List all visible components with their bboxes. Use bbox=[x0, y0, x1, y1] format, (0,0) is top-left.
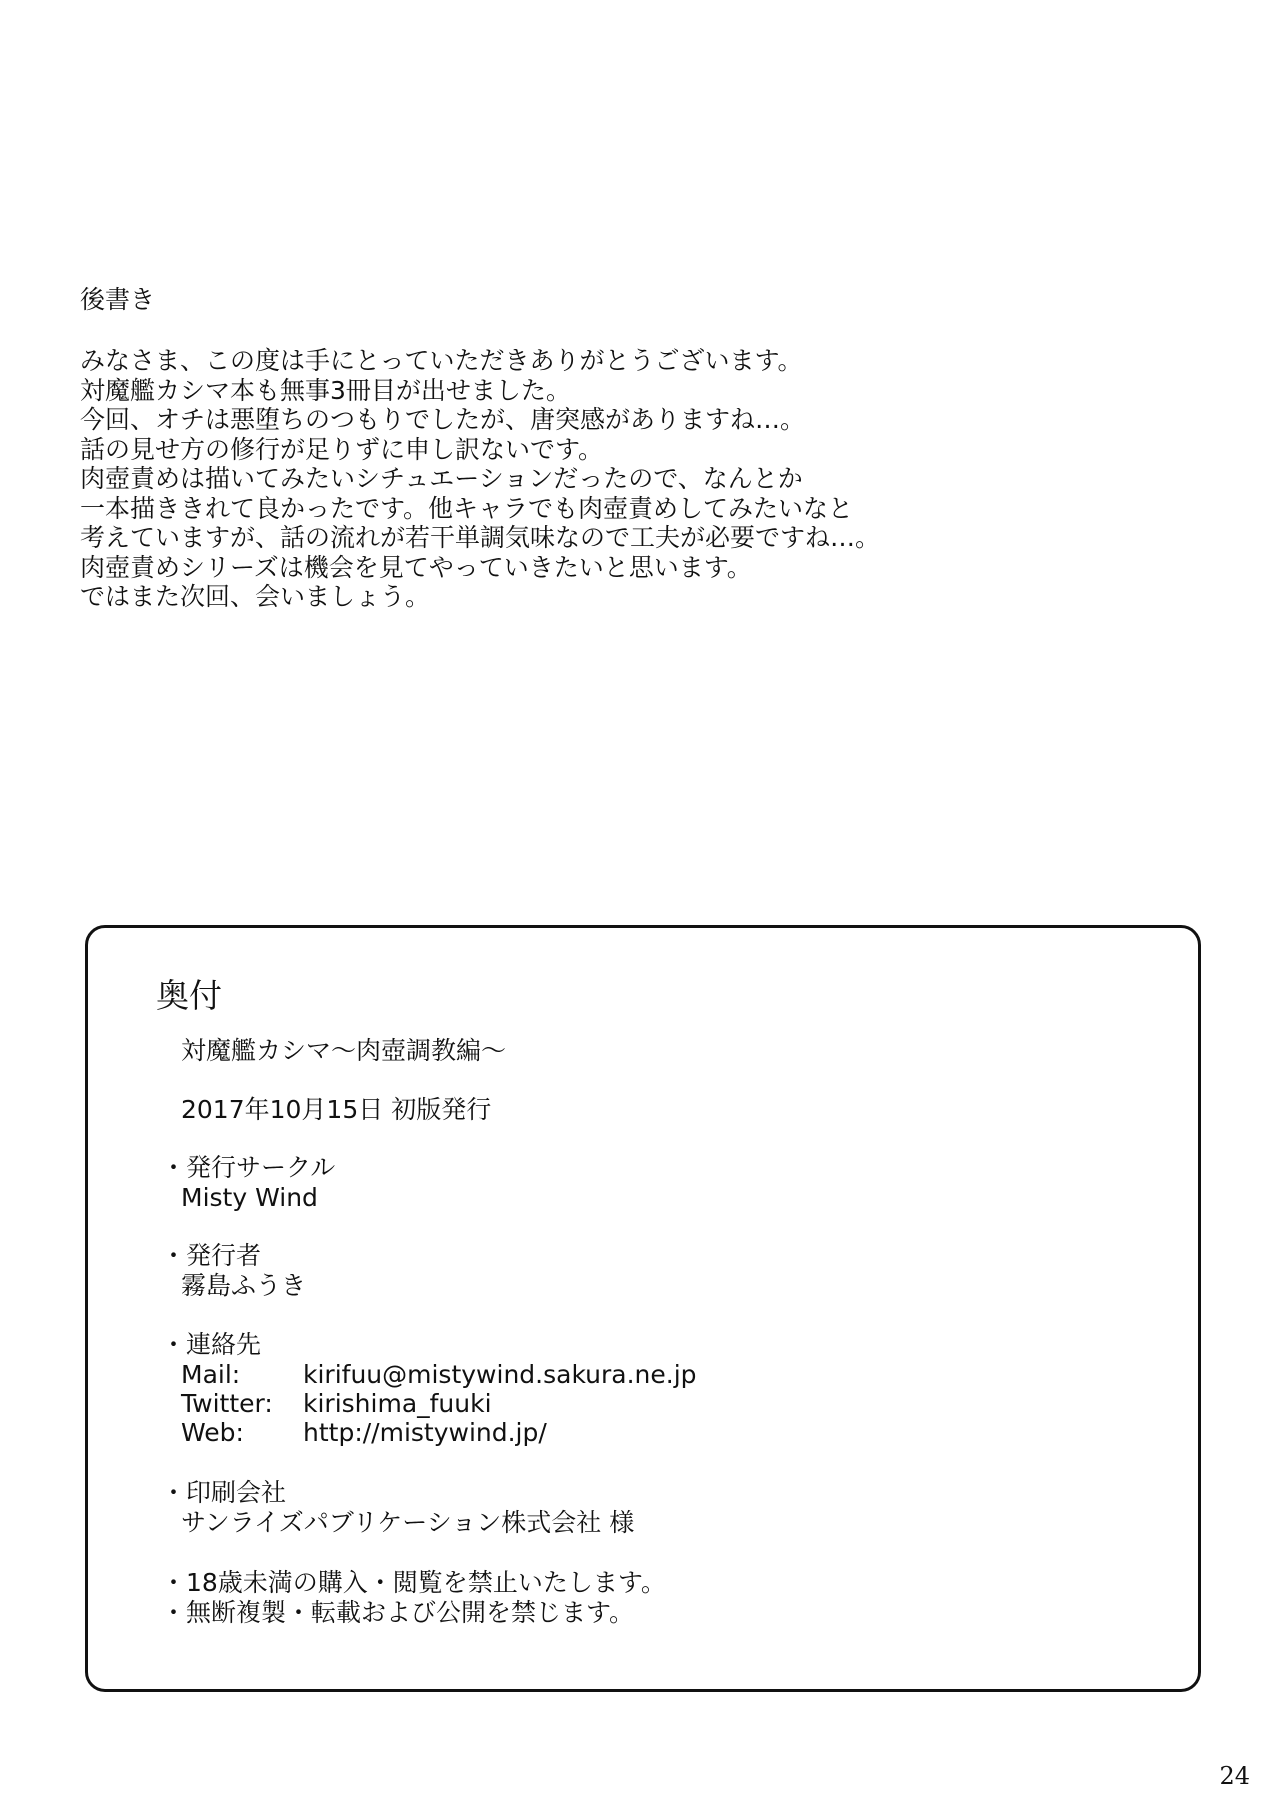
afterword-line: 肉壺責めは描いてみたいシチュエーションだったので、なんとか bbox=[80, 464, 803, 493]
afterword-line: 話の見せ方の修行が足りずに申し訳ないです。 bbox=[80, 434, 604, 464]
afterword-line: みなさま、この度は手にとっていただきありがとうございます。 bbox=[80, 346, 803, 375]
contact-row-twitter bbox=[181, 1389, 492, 1419]
notice-age-restriction: ・18歳未満の購入・閲覧を禁止いたします。 bbox=[161, 1568, 666, 1597]
circle-label: ・発行サークル bbox=[161, 1153, 336, 1182]
afterword-line: 対魔艦カシマ本も無事3冊目が出せました。 bbox=[80, 375, 571, 405]
afterword-line: 考えていますが、話の流れが若干単調気味なので工夫が必要ですね…。 bbox=[80, 523, 881, 552]
printer-label: ・印刷会社 bbox=[161, 1478, 287, 1507]
contact-mail-value: kirifuu@mistywind.sakura.ne.jp bbox=[303, 1360, 697, 1389]
page-number: 24 bbox=[1219, 1762, 1250, 1790]
publisher-label: ・発行者 bbox=[161, 1241, 262, 1270]
notice-copyright: ・無断複製・転載および公開を禁じます。 bbox=[161, 1598, 635, 1627]
afterword-line: 一本描ききれて良かったです。他キャラでも肉壺責めしてみたいなと bbox=[80, 493, 854, 523]
contact-web-label: Web: bbox=[181, 1418, 244, 1447]
afterword-line: ではまた次回、会いましょう。 bbox=[80, 582, 431, 611]
contact-mail-label: Mail: bbox=[181, 1360, 241, 1389]
afterword-section bbox=[80, 284, 1200, 612]
afterword-heading: 後書き bbox=[80, 285, 156, 314]
colophon-box bbox=[85, 925, 1201, 1692]
contact-row-web bbox=[181, 1418, 547, 1448]
printer-name: サンライズパブリケーション株式会社 様 bbox=[181, 1508, 635, 1537]
colophon-heading: 奥付 bbox=[156, 976, 222, 1015]
contact-twitter-label: Twitter: bbox=[181, 1389, 273, 1418]
afterword-line: 今回、オチは悪堕ちのつもりでしたが、唐突感がありますね…。 bbox=[80, 405, 806, 434]
book-title: 対魔艦カシマ～肉壺調教編～ bbox=[181, 1036, 507, 1065]
contact-label: ・連絡先 bbox=[161, 1330, 262, 1359]
publication-date: 2017年10月15日 初版発行 bbox=[181, 1095, 492, 1124]
publisher-name: 霧島ふうき bbox=[181, 1271, 307, 1300]
contact-twitter-value: kirishima_fuuki bbox=[303, 1389, 492, 1418]
contact-web-value: http://mistywind.jp/ bbox=[303, 1418, 547, 1447]
afterword-line: 肉壺責めシリーズは機会を見てやっていきたいと思います。 bbox=[80, 552, 752, 582]
circle-name: Misty Wind bbox=[181, 1183, 318, 1212]
contact-row-mail bbox=[181, 1360, 697, 1390]
